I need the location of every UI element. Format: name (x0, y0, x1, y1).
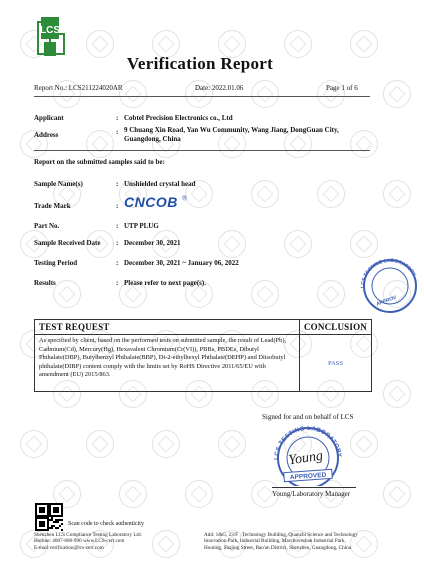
watermark-mark (317, 180, 345, 208)
test-request-table (34, 319, 372, 392)
report-date: Date: 2022.01.06 (195, 84, 244, 92)
watermark-mark (383, 80, 411, 108)
sample-row-value: December 30, 2021 ~ January 06, 2022 (124, 259, 239, 267)
address-label: Address (34, 131, 59, 139)
samples-heading: Report on the submitted samples said to be: (34, 158, 165, 166)
colon: : (116, 239, 119, 247)
footer-right (204, 532, 374, 551)
watermark-mark (350, 430, 378, 458)
watermark-mark (86, 130, 114, 158)
watermark-mark (119, 80, 147, 108)
watermark-mark (86, 430, 114, 458)
handwritten-signature: Young (287, 448, 324, 469)
colon: : (116, 279, 119, 287)
test-request-header: TEST REQUEST (35, 320, 300, 335)
watermark-mark (53, 280, 81, 308)
applicant-label: Applicant (34, 114, 64, 122)
trademark-logo (124, 194, 187, 212)
watermark-mark (317, 280, 345, 308)
qr-code[interactable] (35, 503, 63, 531)
sample-row-value: Please refer to next page(s). (124, 279, 206, 287)
side-stamp-bottom: APPROV (375, 294, 398, 308)
side-stamp-top: LCS TESTING LABORATORY (359, 257, 417, 289)
watermark-mark (383, 380, 411, 408)
footer-address-1: Add: 1&G, 23/F , Technology Building, Quanzhi Science and Technology (204, 532, 358, 538)
divider (34, 96, 370, 97)
page-number: Page 1 of 6 (326, 84, 358, 92)
side-stamp (354, 252, 417, 314)
divider (34, 150, 370, 151)
colon: : (116, 114, 119, 122)
signer-name: Young/Laboratory Manager (272, 490, 351, 498)
watermark-mark (218, 230, 246, 258)
trademark-text: CNCOB (124, 194, 178, 210)
watermark-mark (119, 480, 147, 508)
sample-row-label: Part No. (34, 222, 60, 230)
trademark-reg: ® (181, 194, 188, 203)
test-request-text: As specified by client, based on the performed tests on submitted sample, the result of Lead(Pb), Cadmium(Cd), Mercury(Hg), Hexavalent Chromium(Cr(VI)), PBBs, PBDEs, Dibutyl Phthalate(DBP), Butylbenzyl Phthalate(BBP), Di-2-ethylhexyl Phthalate(DEHP) and Diisobutyl phthalate(DIBP) content comply with the limits set by RoHS Directive 2011/65/EU with amendment (EU) 2015/863. (35, 335, 300, 392)
footer-address-3: Houting, Shajing Street, Bao'an District, Shenzhen, Guangdong, China (204, 544, 352, 551)
logo-text: LCS (40, 25, 60, 36)
footer-lab-name: Shenzhen LCS Compliance Testing Laboratory Ltd. (34, 532, 142, 538)
conclusion-cell (299, 335, 371, 392)
footer-hotline: Hotline: 4007-686-996 www.LCS-cert.com (34, 538, 125, 545)
sample-row-label: Results (34, 279, 56, 287)
watermark-mark (251, 80, 279, 108)
svg-text:LCS TESTING LABORATORY (360, 258, 417, 288)
watermark-mark (20, 430, 48, 458)
watermark-mark (251, 180, 279, 208)
report-number: Report No.: LCS211224020AR (34, 84, 123, 92)
footer-email: E-mail:verification@lcs-cert.com (34, 544, 104, 551)
stamp-approved-text: APPROVED (289, 471, 327, 482)
applicant-value: Cobtel Precision Electronics co., Ltd (124, 114, 233, 122)
stamp-top-text: LCS TESTING LABORATORY (273, 425, 342, 461)
conclusion-value: PASS (328, 359, 343, 367)
footer-left (34, 532, 194, 551)
sample-row-value: Unshielded crystal head (124, 180, 196, 188)
watermark-mark (284, 230, 312, 258)
sample-row-label: Sample Received Date (34, 239, 101, 247)
watermark-mark (152, 430, 180, 458)
watermark-mark (218, 430, 246, 458)
sample-row-value: December 30, 2021 (124, 239, 181, 247)
qr-caption: Scan code to check authenticity (68, 521, 144, 527)
sample-row-label: Sample Name(s) (34, 180, 83, 188)
watermark-mark (383, 180, 411, 208)
approval-stamp (268, 422, 348, 486)
sample-row-value: UTP PLUG (124, 222, 159, 230)
colon: : (116, 222, 119, 230)
footer-address-2: Innovation Park, Industrial Building, Marchovesban Industrial Park, (204, 538, 346, 545)
colon: : (116, 180, 119, 188)
conclusion-header: CONCLUSION (299, 320, 371, 335)
page-title: Verification Report (126, 54, 274, 73)
colon: : (116, 259, 119, 267)
sample-row-label: Testing Period (34, 259, 78, 267)
signed-on-behalf: Signed for and on behalf of LCS (262, 413, 354, 421)
sample-row-label: Trade Mark (34, 202, 71, 210)
colon: : (116, 128, 119, 136)
watermark-mark (251, 280, 279, 308)
watermark-mark (185, 480, 213, 508)
colon: : (116, 202, 119, 210)
watermark-mark (383, 480, 411, 508)
signature-line (272, 487, 356, 488)
address-value: 9 Chuang Xin Road, Yan Wu Community, Wang Jiang, DongGuan City, Guangdong, China (124, 126, 339, 143)
